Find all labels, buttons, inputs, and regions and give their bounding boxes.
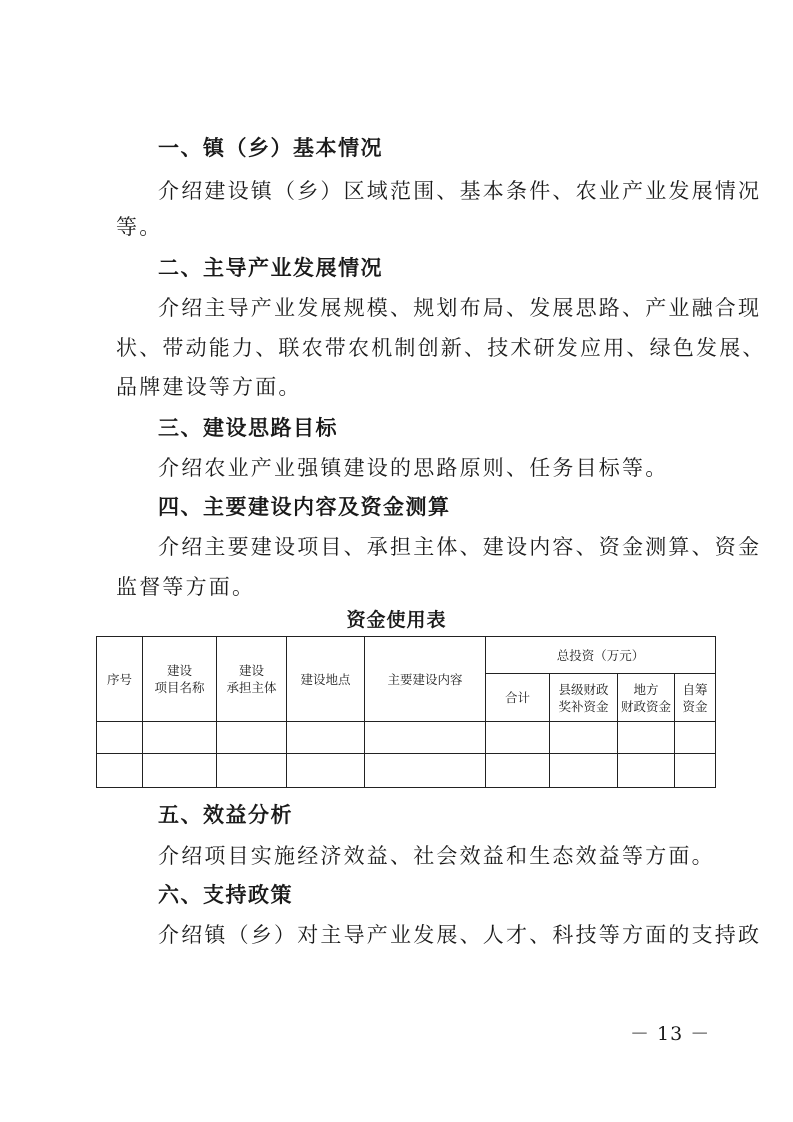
header-county-fund <box>550 674 618 722</box>
section-2-para-line-2: 状、带动能力、联农带农机制创新、技术研发应用、绿色发展、 <box>116 336 766 360</box>
table-cell <box>486 722 550 754</box>
table-cell <box>287 754 365 788</box>
section-6-heading: 六、支持政策 <box>158 883 293 907</box>
section-4-heading: 四、主要建设内容及资金测算 <box>158 495 451 519</box>
table-cell <box>550 754 618 788</box>
section-4-para-line-1: 介绍主要建设项目、承担主体、建设内容、资金测算、资金 <box>158 535 762 559</box>
header-total-investment: 总投资（万元） <box>486 637 716 674</box>
section-1-para-line-1: 介绍建设镇（乡）区域范围、基本条件、农业产业发展情况 <box>158 179 762 203</box>
section-5-para-line-1: 介绍项目实施经济效益、社会效益和生态效益等方面。 <box>158 844 715 868</box>
section-3-heading: 三、建设思路目标 <box>158 416 338 440</box>
table-cell <box>365 754 486 788</box>
header-self-fund <box>675 674 716 722</box>
section-5-heading: 五、效益分析 <box>158 803 293 827</box>
section-2-para-line-3: 品牌建设等方面。 <box>116 375 302 399</box>
header-project-name <box>143 637 217 722</box>
section-6-para-line-1: 介绍镇（乡）对主导产业发展、人才、科技等方面的支持政 <box>158 923 762 947</box>
header-project-name-line-2: 项目名称 <box>154 680 205 695</box>
header-local-fund <box>618 674 675 722</box>
header-project-name-line-1: 建设 <box>166 663 192 678</box>
section-2-heading: 二、主导产业发展情况 <box>158 256 383 280</box>
header-local-fund-line-1: 地方 <box>633 681 659 697</box>
header-local-fund-line-2: 财政资金 <box>620 698 671 714</box>
fund-usage-table <box>96 636 716 788</box>
header-entity-line-1: 建设 <box>238 663 264 678</box>
header-content: 主要建设内容 <box>365 637 486 722</box>
header-location: 建设地点 <box>287 637 365 722</box>
section-1-para-line-2: 等。 <box>116 215 163 239</box>
header-entity-line-2: 承担主体 <box>226 680 277 695</box>
table-cell <box>618 722 675 754</box>
table-cell <box>143 722 217 754</box>
table-cell <box>97 754 143 788</box>
header-sum: 合计 <box>486 674 550 722</box>
table-cell <box>217 722 287 754</box>
section-2-para-line-1: 介绍主导产业发展规模、规划布局、发展思路、产业融合现 <box>158 296 762 320</box>
header-self-fund-line-1: 自筹 <box>682 681 708 697</box>
table-cell <box>550 722 618 754</box>
table-cell <box>287 722 365 754</box>
table-title: 资金使用表 <box>346 609 447 631</box>
table-cell <box>618 754 675 788</box>
table-row <box>97 722 716 754</box>
table-cell <box>365 722 486 754</box>
header-seq: 序号 <box>97 637 143 722</box>
section-1-heading: 一、镇（乡）基本情况 <box>158 136 383 160</box>
table-cell <box>675 754 716 788</box>
header-self-fund-line-2: 资金 <box>682 698 708 714</box>
header-county-fund-line-2: 奖补资金 <box>558 698 609 714</box>
section-3-para-line-1: 介绍农业产业强镇建设的思路原则、任务目标等。 <box>158 456 669 480</box>
table-row <box>97 754 716 788</box>
table-cell <box>143 754 217 788</box>
table-cell <box>486 754 550 788</box>
header-entity <box>217 637 287 722</box>
header-county-fund-line-1: 县级财政 <box>558 681 609 697</box>
table-cell <box>217 754 287 788</box>
table-cell <box>675 722 716 754</box>
table-cell <box>97 722 143 754</box>
page-number: － 13 － <box>630 1023 711 1045</box>
section-4-para-line-2: 监督等方面。 <box>116 575 256 599</box>
